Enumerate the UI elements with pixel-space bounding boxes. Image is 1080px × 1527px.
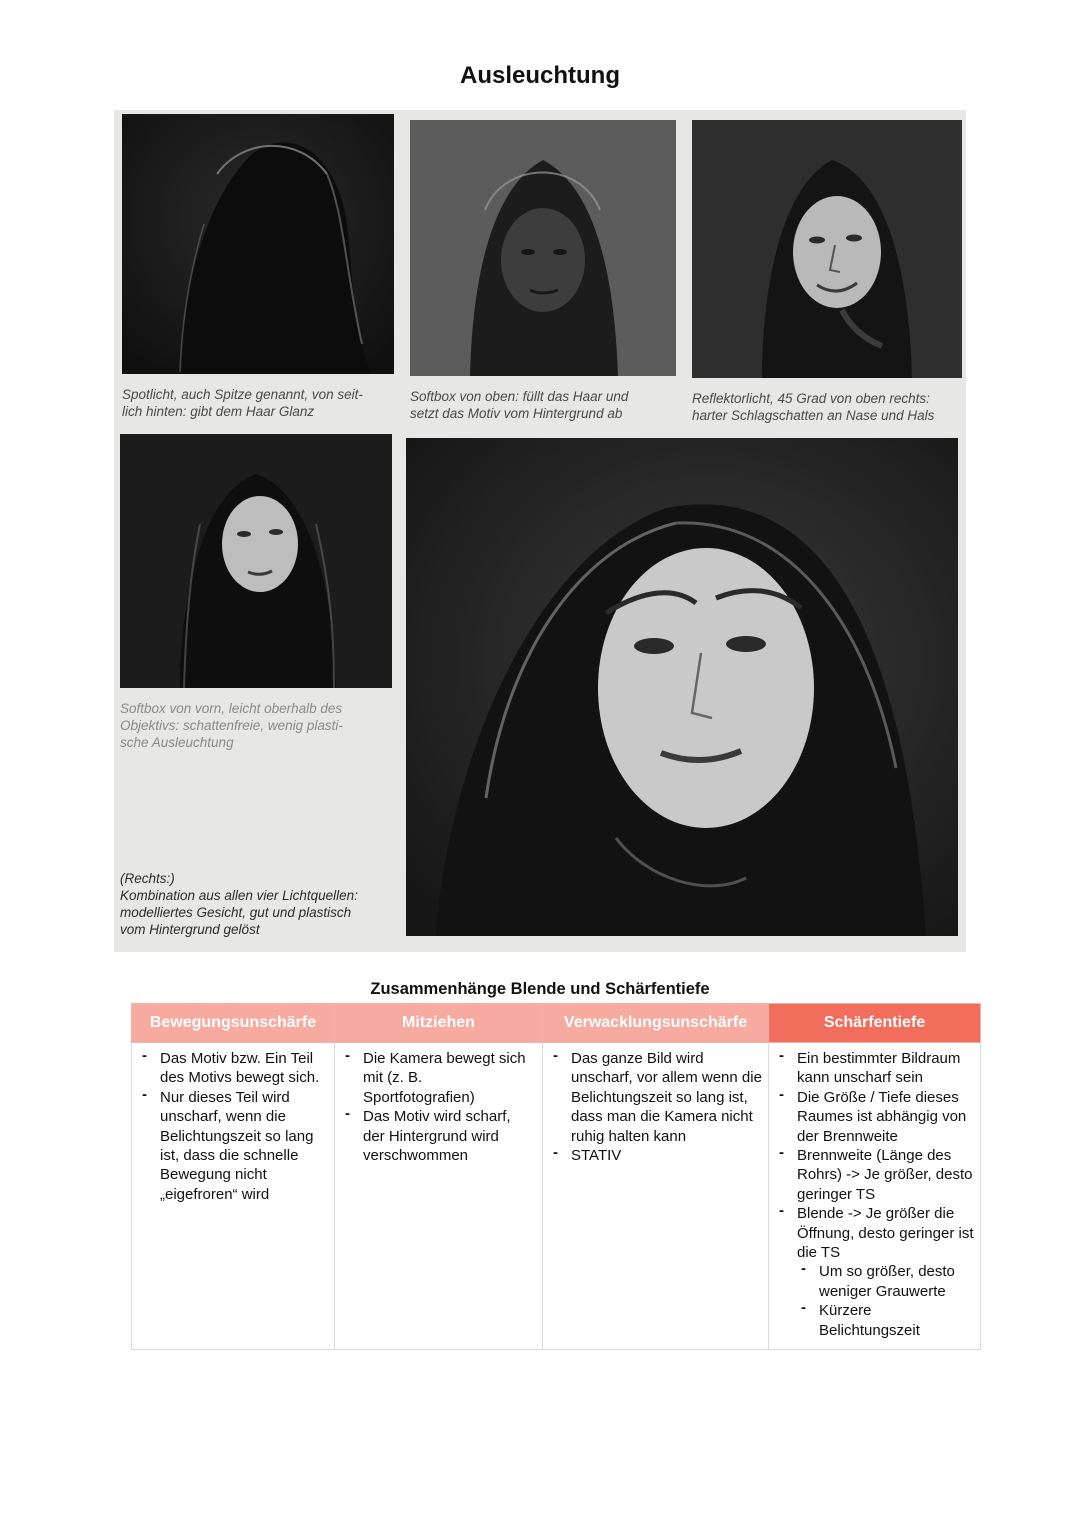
list-item-text: Blende -> Je größer die Öffnung, desto geringer ist die TS xyxy=(797,1205,974,1262)
list-item: - Das ganze Bild wird unscharf, vor allem wenn die Belichtungszeit so lang ist, dass man die Kamera nicht ruhig halten kann xyxy=(551,1049,762,1146)
scanned-photo-sheet xyxy=(114,110,966,952)
caption-line: setzt das Motiv vom Hintergrund ab xyxy=(410,406,623,421)
caption-line: Objektivs: schattenfreie, wenig plasti- xyxy=(120,718,343,733)
caption-softbox-front xyxy=(120,700,343,751)
cell-bewegungsunschaerfe xyxy=(132,1043,335,1350)
caption-line: (Rechts:) xyxy=(120,871,175,886)
caption-line: Spotlicht, auch Spitze genannt, von seit- xyxy=(122,387,363,402)
caption-line: harter Schlagschatten an Nase und Hals xyxy=(692,408,935,423)
cell-schaerfentiefe xyxy=(769,1043,981,1350)
header-schaerfentiefe: Schärfentiefe xyxy=(769,1004,981,1043)
list-item: - Ein bestimmter Bildraum kann unscharf sein xyxy=(777,1049,974,1088)
caption-line: Softbox von oben: füllt das Haar und xyxy=(410,389,629,404)
photo-reflector xyxy=(692,120,962,378)
photo-combination xyxy=(406,438,958,936)
caption-line: Reflektorlicht, 45 Grad von oben rechts: xyxy=(692,391,930,406)
cell-mitziehen xyxy=(335,1043,543,1350)
caption-combination xyxy=(120,870,358,938)
caption-line: sche Ausleuchtung xyxy=(120,735,234,750)
table-title: Zusammenhänge Blende und Schärfentiefe xyxy=(370,980,710,998)
list-item: - Nur dieses Teil wird unscharf, wenn die Belichtungszeit so lang ist, dass die schnelle Bewegung nicht „eigefroren“ wird xyxy=(140,1088,328,1204)
sub-list-item: - Um so größer, desto weniger Grauwerte xyxy=(799,1262,974,1301)
header-verwacklungsunschaerfe: Verwacklungsunschärfe xyxy=(543,1004,769,1043)
list-item: - Die Größe / Tiefe dieses Raumes ist abhängig von der Brennweite xyxy=(777,1088,974,1146)
photo-softbox-front xyxy=(120,434,392,688)
header-bewegungsunschaerfe: Bewegungsunschärfe xyxy=(132,1004,335,1043)
photo-spotlight xyxy=(122,114,394,374)
header-mitziehen: Mitziehen xyxy=(335,1004,543,1043)
list-item-with-sublist xyxy=(777,1204,974,1340)
caption-softbox-above xyxy=(410,388,628,422)
list-item: - STATIV xyxy=(551,1146,762,1165)
caption-spotlight xyxy=(122,386,363,420)
caption-line: vom Hintergrund gelöst xyxy=(120,922,260,937)
list-item: - Das Motiv bzw. Ein Teil des Motivs bewegt sich. xyxy=(140,1049,328,1088)
blende-schaerfentiefe-table xyxy=(131,1003,981,1350)
caption-line: Kombination aus allen vier Lichtquellen: xyxy=(120,888,358,903)
caption-line: Softbox von vorn, leicht oberhalb des xyxy=(120,701,343,716)
list-item: - Das Motiv wird scharf, der Hintergrund wird verschwommen xyxy=(343,1107,536,1165)
page-title: Ausleuchtung xyxy=(460,62,620,89)
list-item: - Die Kamera bewegt sich mit (z. B. Sportfotografien) xyxy=(343,1049,536,1107)
caption-line: modelliertes Gesicht, gut und plastisch xyxy=(120,905,352,920)
caption-line: lich hinten: gibt dem Haar Glanz xyxy=(122,404,315,419)
list-item: - Brennweite (Länge des Rohrs) -> Je größer, desto geringer TS xyxy=(777,1146,974,1204)
sub-list-item: - Kürzere Belichtungszeit xyxy=(799,1301,974,1340)
caption-reflector xyxy=(692,390,934,424)
cell-verwacklungsunschaerfe xyxy=(543,1043,769,1350)
photo-softbox-above xyxy=(410,120,676,376)
